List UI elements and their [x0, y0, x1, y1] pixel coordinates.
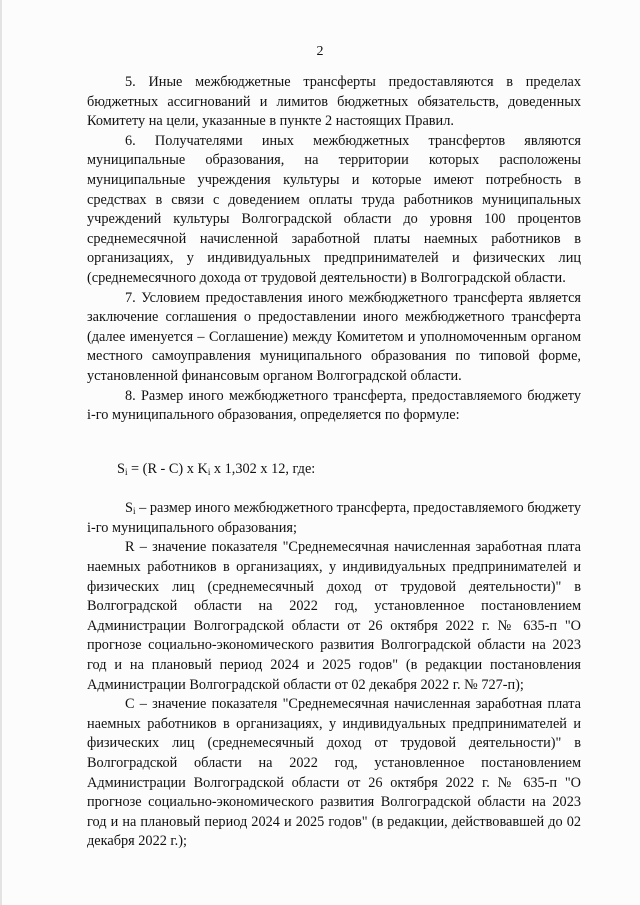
paragraph-6: 6. Получателями иных межбюджетных трансфертов являются муниципальные образования, на территории которых расположены муниципальные учреждения культуры и которые имеют потребность в средствах в связи с доведением оплаты труда работников муниципальных учреждений культуры Волгоградской области до уровня 100 процентов среднемесячной начисленной заработной платы наемных работников в организациях, у индивидуальных предпринимателей и физических лиц (среднемесячного дохода от трудовой деятельности) в Волгоградской области.	[87, 132, 581, 286]
formula-sub-i: i	[124, 466, 128, 477]
formula-sub-i-k: i	[207, 466, 211, 477]
def-s-sub: i	[132, 506, 136, 517]
definition-c: С – значение показателя "Среднемесячная начисленная заработная плата наемных работников в организациях, у индивидуальных предпринимателей и физических лиц (среднемесячный доход от трудовой деятельности)" в Волгоградской области на 2022 год, установленное постановлением Администрации Волгоградской области от 26 октября 2022 г. № 635-п "О прогнозе социально-экономического развития Волгоградской области на 2023 год и на плановый период 2024 и 2025 годов" (в редакции, действовавшей до 02 декабря 2022 г.);	[87, 696, 581, 850]
paragraph-7: 7. Условием предоставления иного межбюджетного трансферта является заключение соглашения о предоставлении иного межбюджетного трансферта (далее именуется – Соглашение) между Комитетом и уполномоченным органом местного самоуправления муниципального образования по типовой форме, установленной финансовым органом Волгоградской области.	[87, 289, 581, 384]
def-s-text: – размер иного межбюджетного трансферта, предоставляемого бюджету i-го муниципального образования;	[87, 500, 581, 536]
formula-mid: = (R - C) x K	[127, 460, 208, 477]
paragraph-8: 8. Размер иного межбюджетного трансферта, предоставляемого бюджету i-го муниципального образования, определяется по формуле:	[87, 387, 581, 424]
document-body	[87, 73, 581, 852]
page-number: 2	[316, 44, 324, 59]
paragraph-5: 5. Иные межбюджетные трансферты предоставляются в пределах бюджетных ассигнований и лимитов бюджетных обязательств, доведенных Комитету на цели, указанные в пункте 2 настоящих Правил.	[87, 74, 581, 130]
scan-edge	[0, 0, 2, 905]
definition-s	[87, 499, 581, 538]
formula-s: S	[117, 460, 125, 477]
formula	[87, 460, 581, 480]
def-s-symbol: S	[125, 500, 133, 517]
formula-tail: x 1,302 x 12, где:	[210, 460, 316, 477]
definition-r: R – значение показателя "Среднемесячная начисленная заработная плата наемных работников в организациях, у индивидуальных предпринимателей и физических лиц (среднемесячный доход от трудовой деятельности)" в Волгоградской области на 2022 год, установленное постановлением Администрации Волгоградской области от 26 октября 2022 г. № 635-п "О прогнозе социально-экономического развития Волгоградской области на 2023 год и на плановый период 2024 и 2025 годов" (в редакции постановления Администрации Волгоградской области от 02 декабря 2022 г. № 727-п);	[87, 539, 581, 693]
